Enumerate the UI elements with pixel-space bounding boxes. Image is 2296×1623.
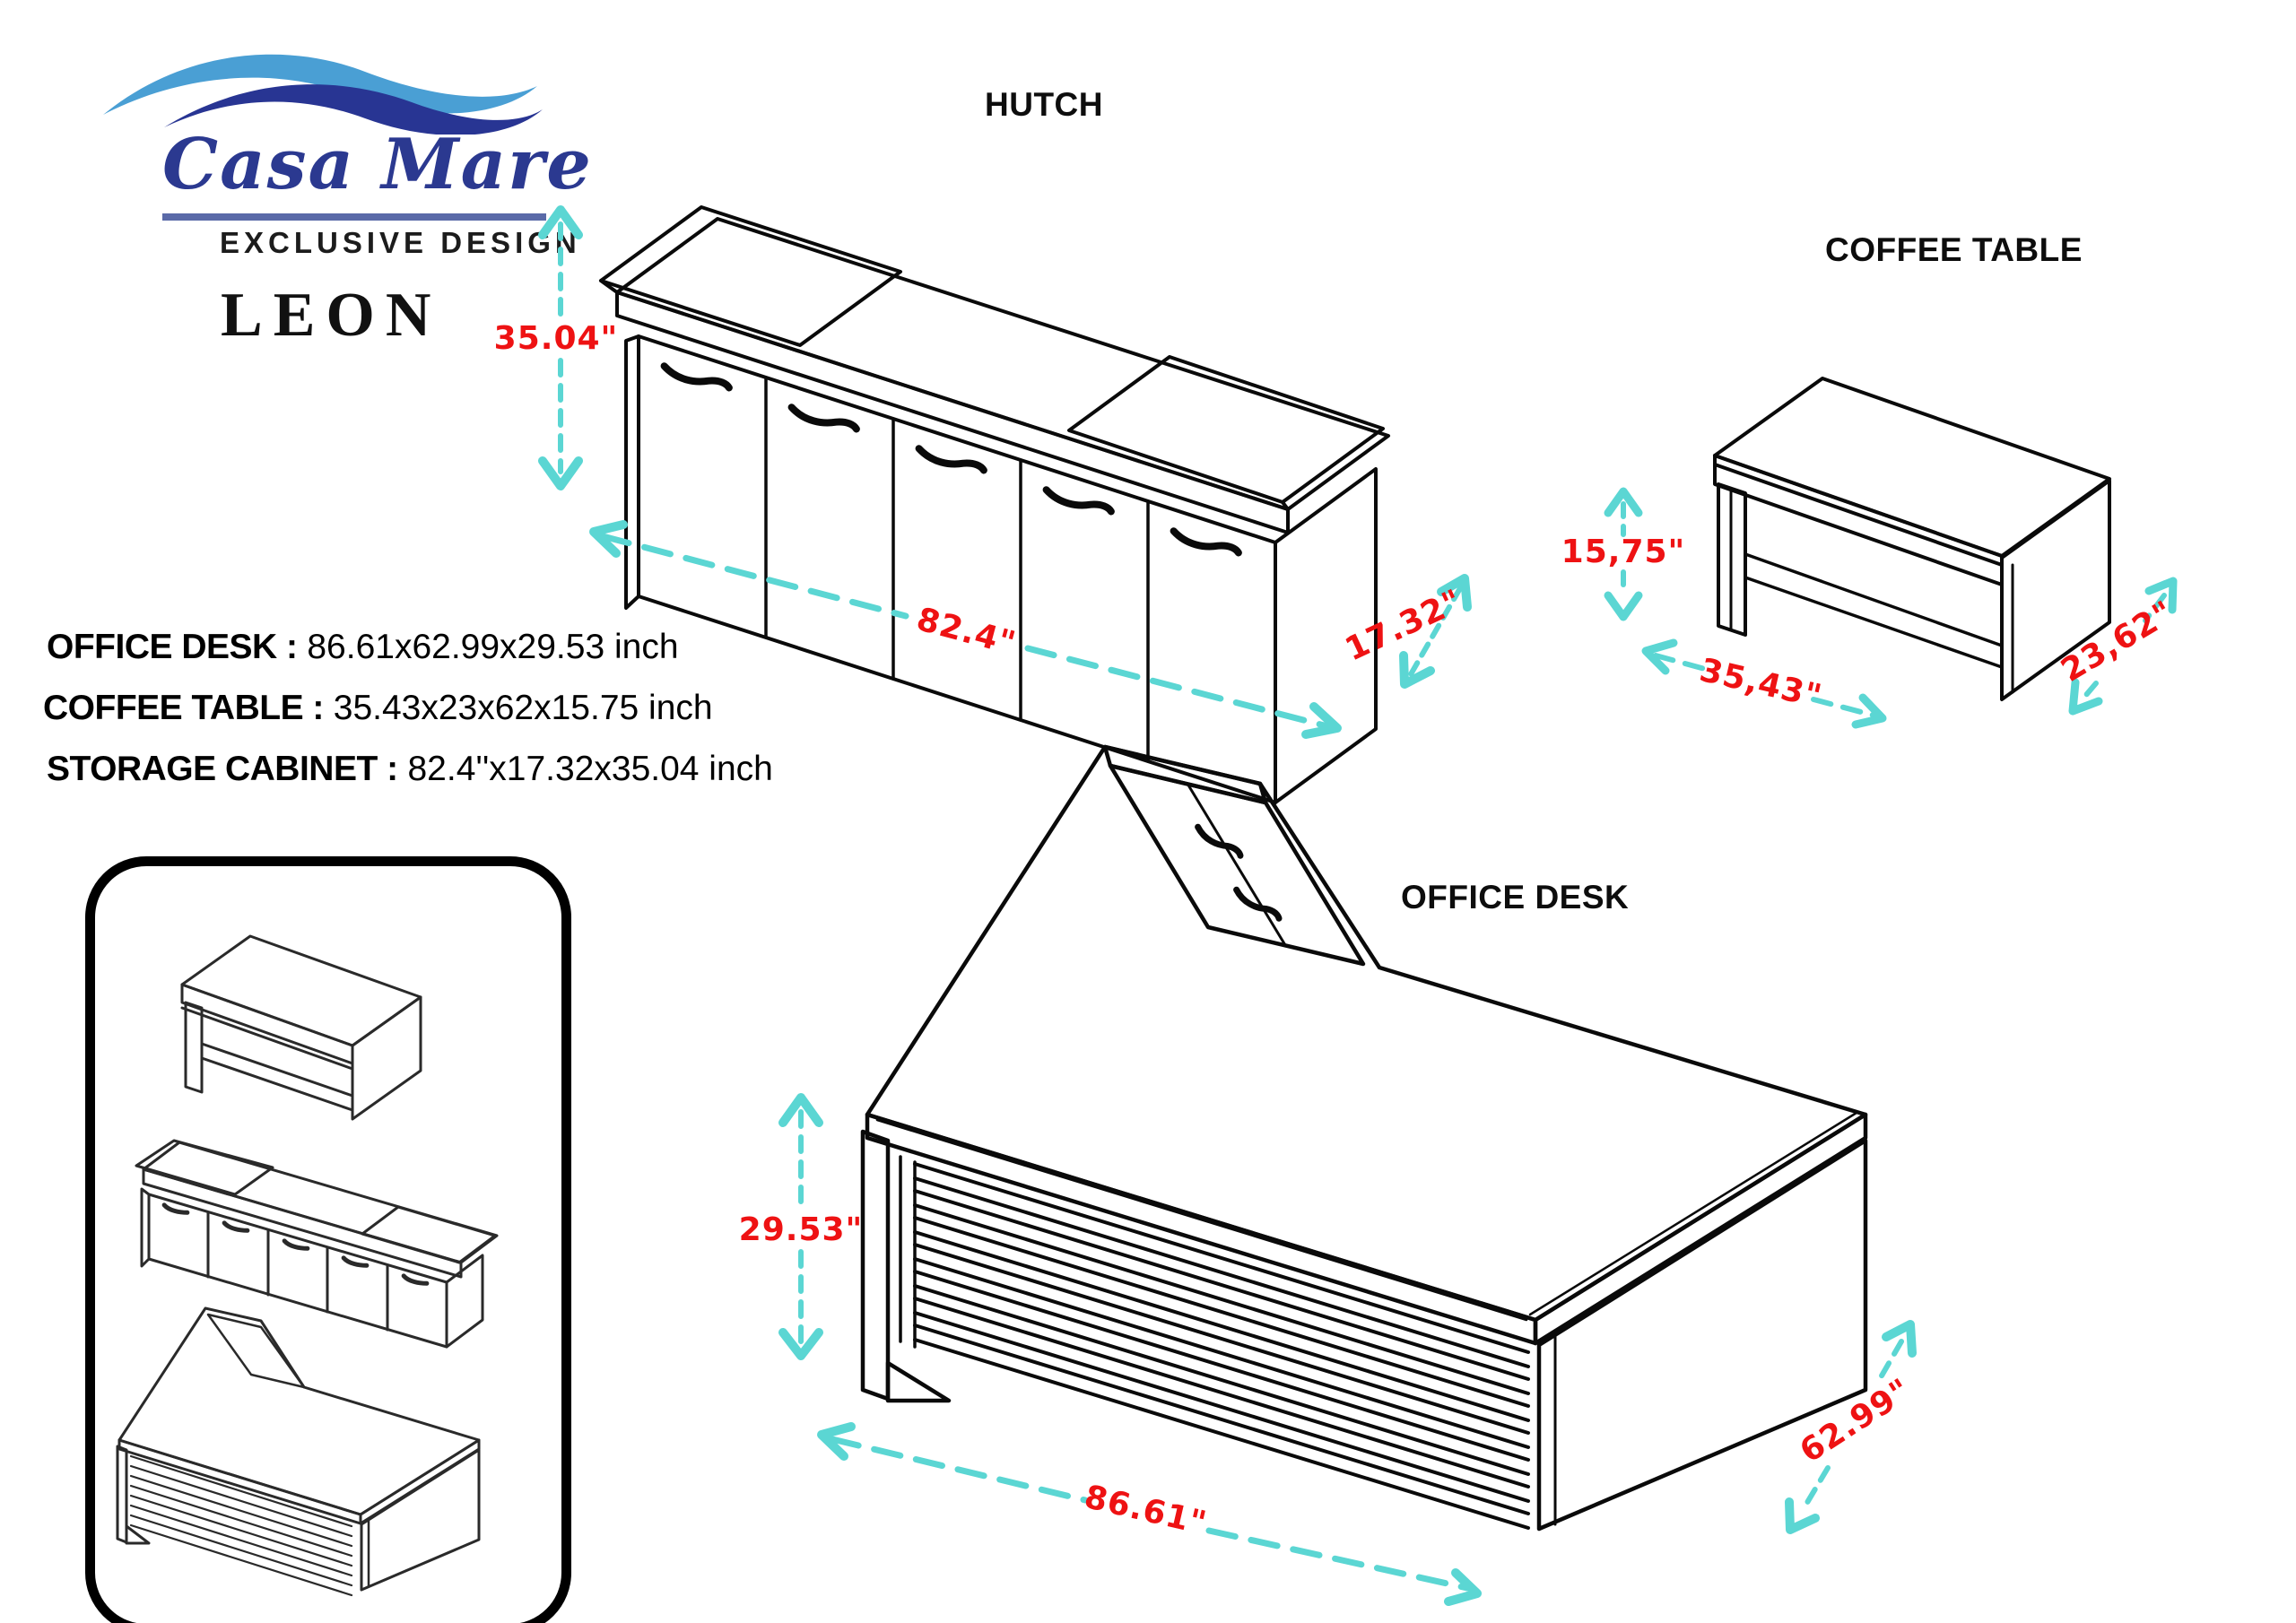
spec-coffee-table-label: COFFEE TABLE :: [43, 689, 324, 727]
desk-width-label: 86.61": [1081, 1478, 1211, 1543]
hutch-depth-label: 17.32": [1339, 582, 1468, 669]
coffee-width-label: 35,43": [1696, 651, 1826, 716]
spec-storage-cabinet-label: STORAGE CABINET :: [47, 750, 398, 788]
brand-tagline: EXCLUSIVE DESIGN: [220, 226, 581, 259]
spec-coffee-table-value: 35.43x23x62x15.75 inch: [333, 689, 713, 727]
spec-office-desk-value: 86.61x62.99x29.53 inch: [307, 628, 679, 666]
desk-depth-label: 62.99": [1793, 1371, 1918, 1471]
hutch-width-label: 82.4": [912, 601, 1021, 663]
hutch-height-label: 35.04": [493, 320, 619, 357]
hutch-title: HUTCH: [985, 86, 1103, 123]
coffee-height-label: 15,75": [1561, 534, 1686, 570]
collection-name: LEON: [221, 281, 442, 350]
coffee-depth-label: 23,62": [2055, 594, 2181, 690]
office-desk-title: OFFICE DESK: [1401, 879, 1630, 916]
coffee-table-title: COFFEE TABLE: [1825, 231, 2083, 268]
brand-wordmark: Casa Mare: [162, 124, 593, 205]
desk-height-label: 29.53": [738, 1211, 864, 1248]
spec-storage-cabinet-value: 82.4''x17.32x35.04 inch: [407, 750, 773, 788]
spec-office-desk-label: OFFICE DESK :: [47, 628, 298, 666]
